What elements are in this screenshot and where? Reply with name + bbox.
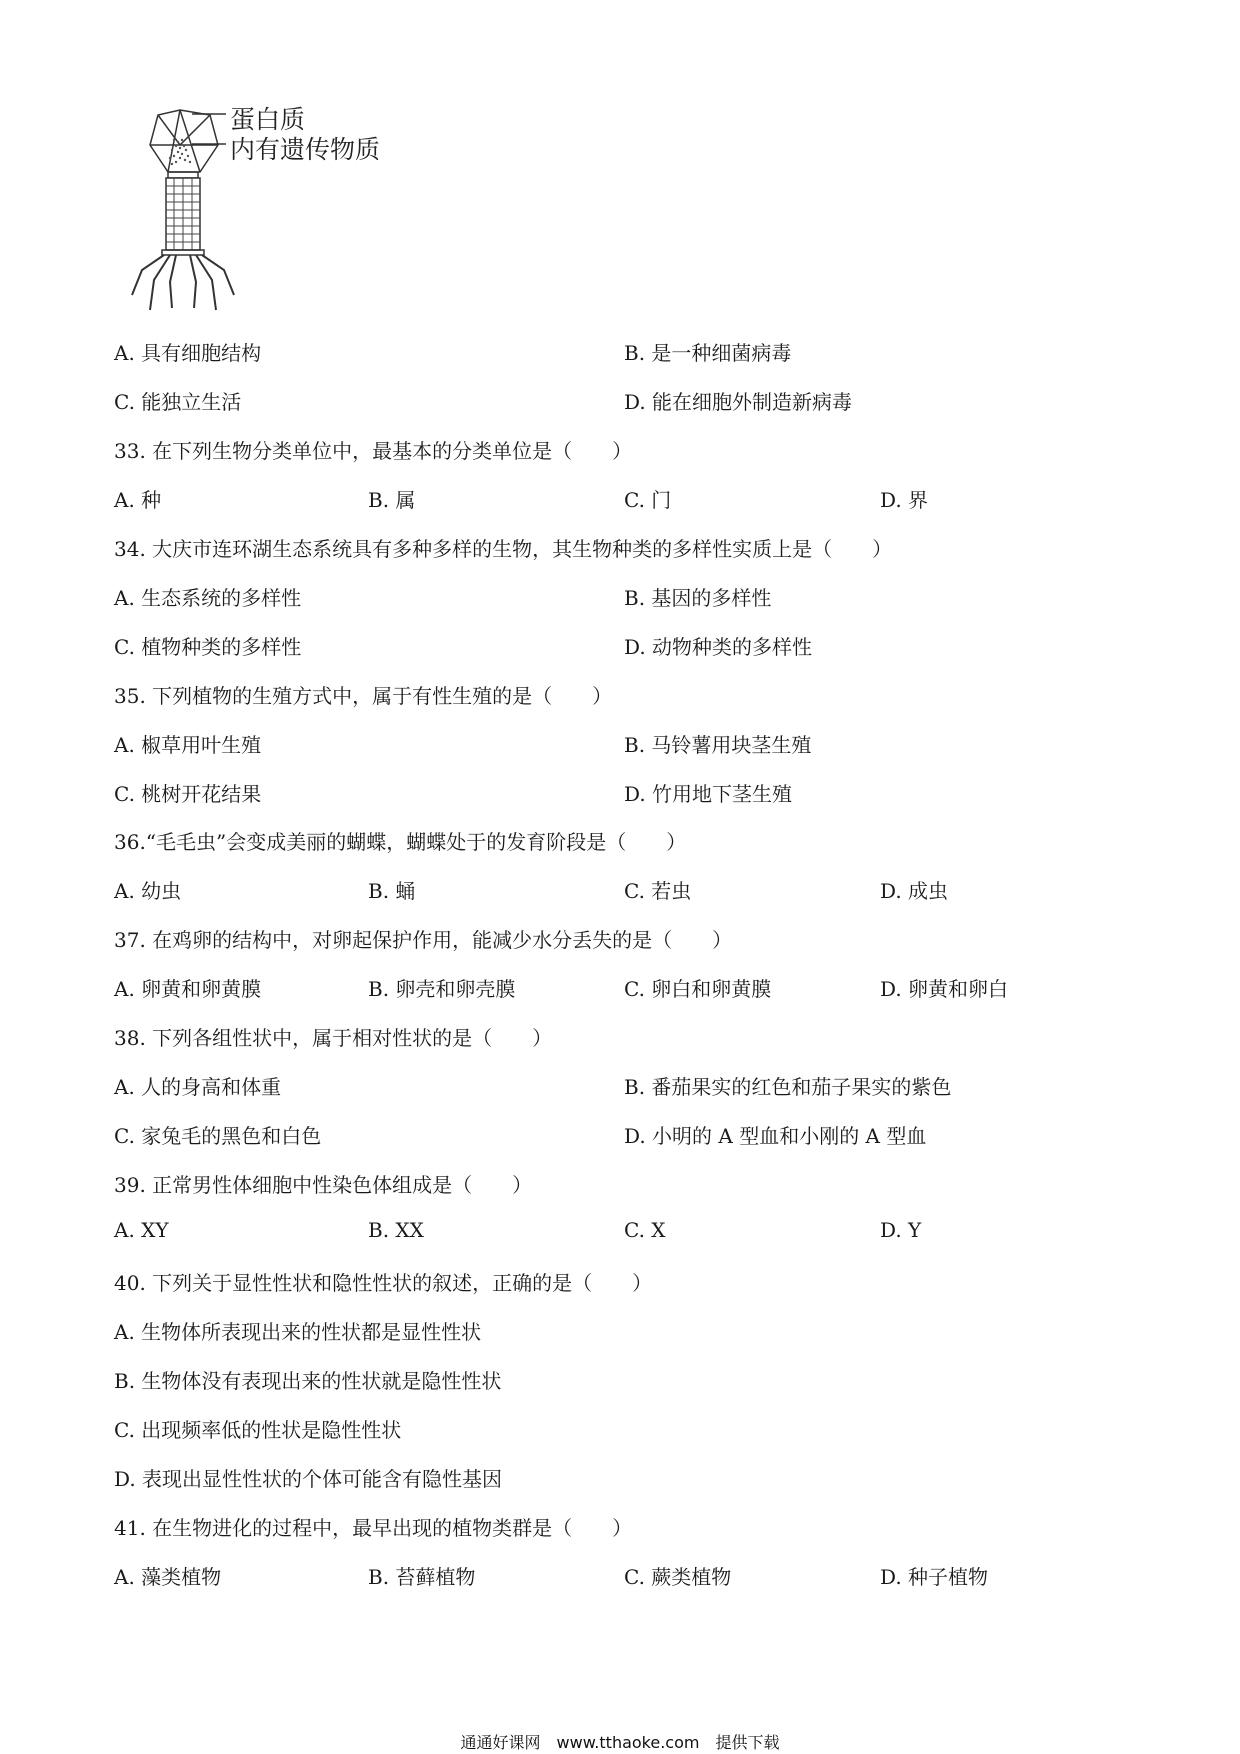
q35-stem: 35. 下列植物的生殖方式中，属于有性生殖的是（ ） <box>114 684 613 708</box>
q36-option-a[interactable]: A. 幼虫 <box>114 879 182 903</box>
q34-option-d[interactable]: D. 动物种类的多样性 <box>624 635 813 659</box>
genetic-material-label: 内有遗传物质 <box>230 135 381 164</box>
q41-stem: 41. 在生物进化的过程中，最早出现的植物类群是（ ） <box>114 1516 633 1540</box>
q32-option-c[interactable]: C. 能独立生活 <box>114 390 242 414</box>
page-footer: 通通好课网 www.tthaoke.com 提供下载 <box>460 1733 780 1752</box>
q39-option-a[interactable]: A. XY <box>114 1218 169 1242</box>
q36-option-c[interactable]: C. 若虫 <box>624 879 692 903</box>
q36-option-d[interactable]: D. 成虫 <box>880 879 949 903</box>
q35-option-c[interactable]: C. 桃树开花结果 <box>114 782 262 806</box>
q38-option-d[interactable]: D. 小明的 A 型血和小刚的 A 型血 <box>624 1124 927 1148</box>
q37-option-a[interactable]: A. 卵黄和卵黄膜 <box>114 977 262 1001</box>
q34-stem: 34. 大庆市连环湖生态系统具有多种多样的生物，其生物种类的多样性实质上是（ ） <box>114 537 893 561</box>
q39-option-d[interactable]: D. Y <box>880 1218 922 1242</box>
q38-option-b[interactable]: B. 番茄果实的红色和茄子果实的紫色 <box>624 1075 952 1099</box>
q37-option-c[interactable]: C. 卵白和卵黄膜 <box>624 977 772 1001</box>
q41-option-d[interactable]: D. 种子植物 <box>880 1565 989 1589</box>
protein-label: 蛋白质 <box>230 105 306 134</box>
q36-stem: 36.“毛毛虫”会变成美丽的蝴蝶，蝴蝶处于的发育阶段是（ ） <box>114 830 687 854</box>
q39-option-c[interactable]: C. X <box>624 1218 666 1242</box>
q34-option-a[interactable]: A. 生态系统的多样性 <box>114 586 302 610</box>
q40-option-b[interactable]: B. 生物体没有表现出来的性状就是隐性性状 <box>114 1369 502 1393</box>
q33-option-a[interactable]: A. 种 <box>114 488 162 512</box>
q34-option-c[interactable]: C. 植物种类的多样性 <box>114 635 302 659</box>
q35-option-a[interactable]: A. 椒草用叶生殖 <box>114 733 262 757</box>
q35-option-d[interactable]: D. 竹用地下茎生殖 <box>624 782 793 806</box>
q37-stem: 37. 在鸡卵的结构中，对卵起保护作用，能减少水分丢失的是（ ） <box>114 928 733 952</box>
q32-option-d[interactable]: D. 能在细胞外制造新病毒 <box>624 390 853 414</box>
q33-option-b[interactable]: B. 属 <box>368 488 416 512</box>
q34-option-b[interactable]: B. 基因的多样性 <box>624 586 772 610</box>
q35-option-b[interactable]: B. 马铃薯用块茎生殖 <box>624 733 812 757</box>
q39-stem: 39. 正常男性体细胞中性染色体组成是（ ） <box>114 1173 533 1197</box>
q38-stem: 38. 下列各组性状中，属于相对性状的是（ ） <box>114 1026 553 1050</box>
q38-option-a[interactable]: A. 人的身高和体重 <box>114 1075 282 1099</box>
q41-option-c[interactable]: C. 蕨类植物 <box>624 1565 732 1589</box>
q33-stem: 33. 在下列生物分类单位中，最基本的分类单位是（ ） <box>114 439 633 463</box>
q40-option-a[interactable]: A. 生物体所表现出来的性状都是显性性状 <box>114 1320 482 1344</box>
q32-option-a[interactable]: A. 具有细胞结构 <box>114 341 262 365</box>
q33-option-c[interactable]: C. 门 <box>624 488 672 512</box>
q38-option-c[interactable]: C. 家兔毛的黑色和白色 <box>114 1124 322 1148</box>
q37-option-d[interactable]: D. 卵黄和卵白 <box>880 977 1009 1001</box>
q40-option-c[interactable]: C. 出现频率低的性状是隐性性状 <box>114 1418 402 1442</box>
q36-option-b[interactable]: B. 蛹 <box>368 879 416 903</box>
q39-option-b[interactable]: B. XX <box>368 1218 424 1242</box>
q40-option-d[interactable]: D. 表现出显性性状的个体可能含有隐性基因 <box>114 1467 503 1491</box>
q41-option-a[interactable]: A. 藻类植物 <box>114 1565 222 1589</box>
q33-option-d[interactable]: D. 界 <box>880 488 929 512</box>
q37-option-b[interactable]: B. 卵壳和卵壳膜 <box>368 977 516 1001</box>
q41-option-b[interactable]: B. 苔藓植物 <box>368 1565 476 1589</box>
bacteriophage-figure <box>130 100 430 315</box>
q32-option-b[interactable]: B. 是一种细菌病毒 <box>624 341 792 365</box>
q40-stem: 40. 下列关于显性性状和隐性性状的叙述，正确的是（ ） <box>114 1271 653 1295</box>
